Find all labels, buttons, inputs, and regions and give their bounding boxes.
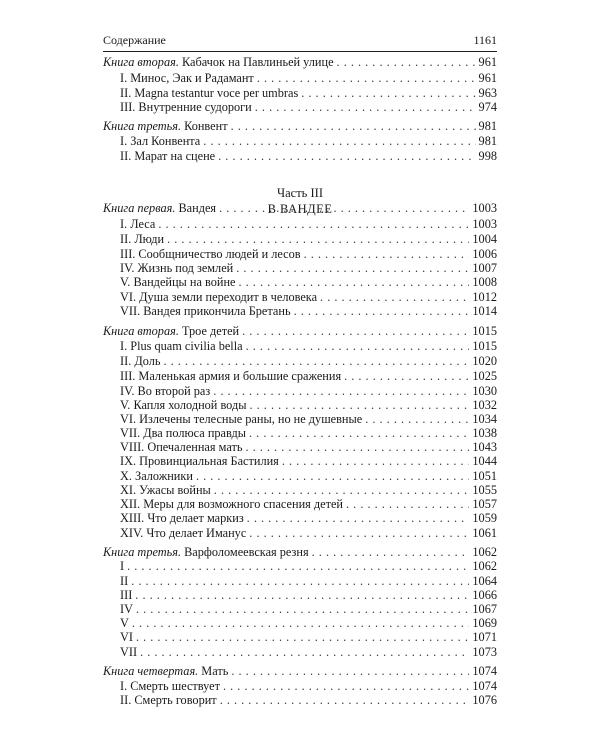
dot-leader	[218, 149, 475, 163]
dot-leader	[247, 511, 470, 525]
toc-entry-label: X. Заложники	[120, 469, 193, 483]
toc-entry-label: V. Вандейцы на войне	[120, 275, 236, 289]
toc-page-number: 1062	[472, 545, 497, 559]
toc-page-number: 1006	[472, 247, 497, 261]
toc-entry-label: VII	[120, 645, 138, 659]
toc-page-number: 1059	[472, 511, 497, 525]
toc-entry-label: VIII. Опечаленная мать	[120, 440, 243, 454]
dot-leader	[257, 71, 476, 85]
toc-book-name: Книга третья.	[103, 545, 182, 559]
toc-page-number: 1020	[472, 354, 497, 368]
toc-entry-label: III. Внутренние судороги	[120, 100, 252, 114]
toc-page-number: 1071	[472, 630, 497, 644]
toc-chapter-entry	[120, 643, 497, 659]
toc-entry-label: II. Magna testantur voce per umbras	[120, 86, 299, 100]
toc-chapter-entry	[120, 273, 497, 289]
dot-leader	[163, 354, 469, 368]
toc-entry-label	[103, 119, 228, 133]
toc-page-number: 1008	[472, 275, 497, 289]
toc-book-entry	[103, 199, 497, 215]
toc-page-number: 1066	[472, 588, 497, 602]
header-title: Содержание	[103, 33, 166, 47]
header-rule	[103, 51, 497, 52]
toc-page-number: 963	[478, 86, 497, 100]
toc-page-number: 981	[478, 119, 497, 133]
toc-chapter-entry	[120, 147, 497, 163]
toc-page-number: 1003	[472, 217, 497, 231]
toc-entry-label: I. Минос, Эак и Радамант	[120, 71, 254, 85]
toc-chapter-entry	[120, 524, 497, 540]
toc-book-entry	[103, 322, 497, 338]
dot-leader	[249, 526, 469, 540]
toc-chapter-entry	[120, 628, 497, 644]
toc-page-number: 1062	[472, 559, 497, 573]
toc-page-number: 1074	[472, 664, 497, 678]
toc-entry-label: I	[120, 559, 125, 573]
dot-leader	[167, 232, 469, 246]
toc-page-number: 1015	[472, 324, 497, 338]
dot-leader	[203, 134, 475, 148]
dot-leader	[242, 324, 469, 338]
toc-entry-label: XII. Меры для возможного спасения детей	[120, 497, 344, 511]
toc-page-number: 1069	[472, 616, 497, 630]
toc-chapter-entry	[120, 337, 497, 353]
toc-entry-label	[103, 55, 334, 69]
toc-entry-label: III. Сообщничество людей и лесов	[120, 247, 301, 261]
toc-page-number: 1034	[472, 412, 497, 426]
toc-page-number: 974	[478, 100, 497, 114]
dot-leader	[219, 201, 469, 215]
toc-page-number: 1025	[472, 369, 497, 383]
toc-book-name: Книга вторая.	[103, 324, 179, 338]
toc-book-title: Трое детей	[178, 324, 240, 338]
toc-page-number: 1057	[472, 497, 497, 511]
toc-page-number: 998	[478, 149, 497, 163]
toc-entry-label: II. Марат на сцене	[120, 149, 216, 163]
dot-leader	[282, 454, 470, 468]
page-number: 1161	[473, 33, 497, 47]
toc-entry-label: VI. Излечены телесные раны, но не душевные	[120, 412, 363, 426]
dot-leader	[231, 119, 476, 133]
toc-page-number: 1067	[472, 602, 497, 616]
toc-entry-label: VII. Вандея прикончила Бретань	[120, 304, 291, 318]
dot-leader	[231, 664, 469, 678]
toc-chapter-entry	[120, 69, 497, 85]
toc-book-title: Мать	[198, 664, 229, 678]
toc-chapter-entry	[120, 302, 497, 318]
toc-book-name: Книга третья.	[103, 119, 182, 133]
toc-chapter-entry	[120, 452, 497, 468]
toc-chapter-entry	[120, 352, 497, 368]
toc-page-number: 981	[478, 134, 497, 148]
toc-entry-label	[103, 324, 239, 338]
toc-book-title: Кабачок на Павлиньей улице	[178, 55, 334, 69]
toc-page-number: 1003	[472, 201, 497, 215]
running-header	[103, 33, 497, 48]
toc-entry-label: III	[120, 588, 133, 602]
toc-entry-label: II. Смерть говорит	[120, 693, 217, 707]
dot-leader	[140, 645, 469, 659]
toc-page-number: 1061	[472, 526, 497, 540]
toc-book-title: Конвент	[181, 119, 228, 133]
toc-entry-label: IV	[120, 602, 133, 616]
toc-entry-label: XIV. Что делает Иманус	[120, 526, 247, 540]
toc-page-number: 1014	[472, 304, 497, 318]
toc-entry-label: IV. Жизнь под землей	[120, 261, 234, 275]
toc-page-number: 961	[478, 55, 497, 69]
dot-leader	[344, 369, 469, 383]
toc-entry-label: II. Люди	[120, 232, 165, 246]
toc-entry-label	[103, 664, 228, 678]
toc-book-name: Книга четвертая.	[103, 664, 199, 678]
toc-entry-label: I. Смерть шествует	[120, 679, 220, 693]
dot-leader	[136, 630, 469, 644]
toc-chapter-entry	[120, 367, 497, 383]
toc-chapter-entry	[120, 132, 497, 148]
toc-entry-label: II. Доль	[120, 354, 161, 368]
part-title: В ВАНДЕЕ	[267, 202, 333, 216]
toc-book-entry	[103, 662, 497, 678]
toc-chapter-entry	[120, 230, 497, 246]
toc-page-number: 1043	[472, 440, 497, 454]
toc-entry-label: I. Зал Конвента	[120, 134, 201, 148]
dot-leader	[246, 339, 470, 353]
toc-page-number: 1073	[472, 645, 497, 659]
toc-page-number: 1076	[472, 693, 497, 707]
toc-book-entry	[103, 117, 497, 133]
toc-entry-label: VI	[120, 630, 133, 644]
toc-page-number: 1044	[472, 454, 497, 468]
toc-page-number: 1038	[472, 426, 497, 440]
toc-entry-label: XI. Ужасы войны	[120, 483, 211, 497]
toc-entry-label: V. Капля холодной воды	[120, 398, 247, 412]
toc-entry-label	[103, 201, 216, 215]
toc-entry-label: VII. Два полюса правды	[120, 426, 247, 440]
toc-page-number: 961	[478, 71, 497, 85]
toc-page-number: 1012	[472, 290, 497, 304]
toc-page-number: 1032	[472, 398, 497, 412]
toc-page-number: 1064	[472, 574, 497, 588]
toc-page-number: 1074	[472, 679, 497, 693]
toc-entry-label: II	[120, 574, 129, 588]
toc-chapter-entry	[120, 215, 497, 231]
toc-page-number: 1051	[472, 469, 497, 483]
dot-leader	[294, 304, 470, 318]
dot-leader	[337, 55, 476, 69]
toc-book-entry	[103, 53, 497, 69]
toc-entry-label: V	[120, 616, 129, 630]
toc-page-number: 1055	[472, 483, 497, 497]
toc-chapter-entry	[120, 691, 497, 707]
toc-page-number: 1007	[472, 261, 497, 275]
toc-book-title: Вандея	[175, 201, 217, 215]
toc-entry-label: III. Маленькая армия и большие сражения	[120, 369, 342, 383]
dot-leader	[239, 275, 470, 289]
toc-chapter-entry	[120, 509, 497, 525]
toc-book-name: Книга вторая.	[103, 55, 179, 69]
dot-leader	[127, 559, 469, 573]
dot-leader	[255, 100, 476, 114]
toc-page-number: 1015	[472, 339, 497, 353]
toc-chapter-entry	[120, 557, 497, 573]
toc-entry-label: I. Plus quam civilia bella	[120, 339, 243, 353]
toc-book-name: Книга первая.	[103, 201, 176, 215]
dot-leader	[220, 693, 470, 707]
dot-leader	[158, 217, 469, 231]
toc-entry-label: VI. Душа земли переходит в человека	[120, 290, 318, 304]
toc-entry-label: I. Леса	[120, 217, 156, 231]
toc-entry-label: IV. Во второй раз	[120, 384, 211, 398]
toc-book-title: Варфоломеевская резня	[181, 545, 309, 559]
toc-entry-label: XIII. Что делает маркиз	[120, 511, 244, 525]
toc-page-number: 1030	[472, 384, 497, 398]
toc-entry-label: IX. Провинциальная Бастилия	[120, 454, 279, 468]
toc-page-number: 1004	[472, 232, 497, 246]
toc-chapter-entry	[120, 98, 497, 114]
part-number: Часть III	[277, 186, 323, 200]
